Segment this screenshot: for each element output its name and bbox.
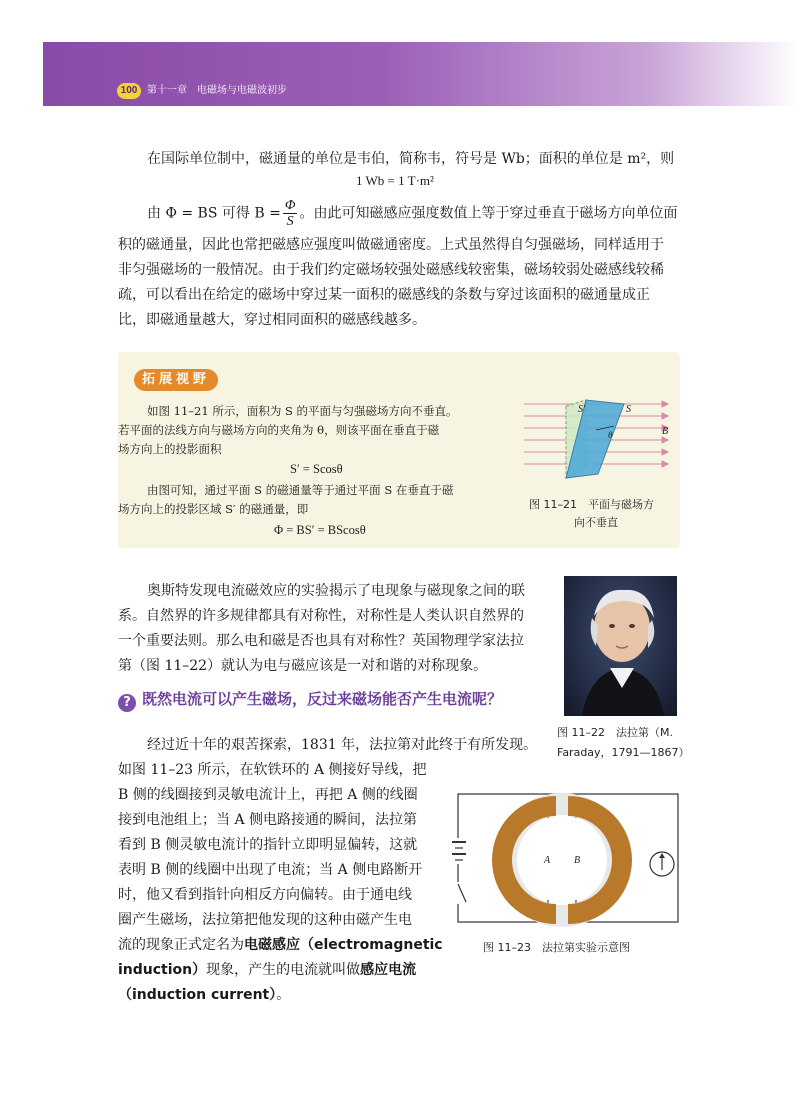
- extension-line: 场方向上的投影区域 S′ 的磁通量，即: [118, 502, 309, 516]
- term-induction-current: 感应电流: [360, 962, 417, 978]
- label-s: S: [626, 404, 631, 415]
- p2-suffix: 。由此可知磁感应强度数值上等于穿过垂直于磁场方向单位面: [299, 205, 678, 222]
- text-run: 现象，产生的电流就叫做: [206, 962, 361, 978]
- paragraph-line: 比，即磁通量越大，穿过相同面积的磁感线越多。: [118, 312, 426, 328]
- question-icon: ?: [118, 694, 136, 712]
- paragraph-line: B 侧的线圈接到灵敏电流计上，再把 A 侧的线圈: [118, 787, 418, 803]
- formula-projection: S′ = Scosθ: [290, 462, 343, 476]
- fraction-denominator: S: [286, 214, 294, 229]
- label-coil-b: B: [574, 855, 581, 866]
- question-heading: [118, 688, 502, 712]
- paragraph-line: 非匀强磁场的一般情况。由于我们约定磁场较强处磁感线较密集，磁场较弱处磁感线较稀: [118, 262, 664, 278]
- formula-weber: 1 Wb = 1 T·m²: [356, 173, 434, 188]
- paragraph-line: 时，他又看到指针向相反方向偏转。由于通电线: [118, 887, 412, 903]
- figure-11-22-caption-line2: Faraday，1791—1867）: [557, 746, 690, 759]
- extension-line: 若平面的法线方向与磁场方向的夹角为 θ，则该平面在垂直于磁: [118, 423, 440, 437]
- fraction-numerator: Φ: [284, 198, 296, 213]
- term-induction-current-en: （induction current）: [118, 987, 277, 1003]
- label-b: B: [662, 426, 669, 437]
- paragraph-line: 第（图 11–22）就认为电与磁应该是一对和谐的对称现象。: [118, 658, 488, 674]
- faraday-ring-figure: [452, 790, 684, 930]
- text-run: 流的现象正式定名为: [118, 937, 244, 953]
- extension-line: 由图可知，通过平面 S 的磁通量等于通过平面 S 在垂直于磁: [147, 483, 454, 497]
- p2-prefix: 由 Φ = BS 可得 B =: [147, 205, 281, 222]
- paragraph-line: 如图 11–23 所示，在软铁环的 A 侧接好导线，把: [118, 762, 427, 778]
- paragraph-line: 一个重要法则。那么电和磁是否也具有对称性？英国物理学家法拉: [118, 633, 524, 649]
- paragraph-flux-density-first-line: [147, 198, 677, 229]
- formula-flux-tilted: Φ = BS′ = BScosθ: [274, 523, 366, 537]
- paragraph-line: 积的磁通量，因此也常把磁感应强度叫做磁通密度。上式虽然得自匀强磁场，同样适用于: [118, 237, 664, 253]
- faraday-portrait: [564, 576, 677, 716]
- paragraph-line: 经过近十年的艰苦探索，1831 年，法拉第对此终于有所发现。: [147, 737, 538, 753]
- paragraph-line: 圈产生磁场，法拉第把他发现的这种由磁产生电: [118, 912, 412, 928]
- tilted-plane-figure: [522, 390, 672, 488]
- paragraph-line: 接到电池组上；当 A 侧电路接通的瞬间，法拉第: [118, 812, 418, 828]
- paragraph-line: 疏，可以看出在给定的磁场中穿过某一面积的磁感线的条数与穿过该面积的磁通量成正: [118, 287, 650, 303]
- chapter-title: 第十一章 电磁场与电磁波初步: [147, 85, 287, 96]
- label-s-prime: S′: [578, 404, 586, 415]
- term-induction-en: induction）: [118, 962, 207, 978]
- fraction-phi-over-s: [283, 198, 298, 229]
- text-run: 。: [276, 987, 291, 1003]
- extension-title: 拓展视野: [134, 369, 218, 391]
- label-coil-a: A: [544, 855, 551, 866]
- paragraph-line: 看到 B 侧灵敏电流计的指针立即明显偏转，这就: [118, 837, 418, 853]
- paragraph-line-term: [118, 983, 290, 1008]
- paragraph-line: 奥斯特发现电流磁效应的实验揭示了电现象与磁现象之间的联: [147, 583, 525, 599]
- page-number: 100: [117, 83, 141, 99]
- paragraph-line-term: [118, 958, 416, 983]
- figure-11-23-caption: 图 11–23 法拉第实验示意图: [483, 941, 630, 954]
- figure-11-21-caption-line2: 向不垂直: [574, 516, 618, 529]
- paragraph-line-term: [118, 933, 443, 958]
- figure-11-21-caption: 图 11–21 平面与磁场方: [529, 498, 654, 511]
- question-text: 既然电流可以产生磁场，反过来磁场能否产生电流呢？: [142, 690, 503, 708]
- figure-11-22-caption: 图 11–22 法拉第（M.: [557, 726, 673, 739]
- label-theta: θ: [608, 430, 613, 440]
- paragraph-line: 系。自然界的许多规律都具有对称性，对称性是人类认识自然界的: [118, 608, 524, 624]
- extension-line: 场方向上的投影面积: [118, 442, 222, 456]
- paragraph-line: 表明 B 侧的线圈中出现了电流；当 A 侧电路断开: [118, 862, 423, 878]
- extension-line: 如图 11–21 所示，面积为 S 的平面与匀强磁场方向不垂直。: [147, 404, 458, 418]
- term-electromagnetic-induction: 电磁感应（electromagnetic: [244, 937, 443, 953]
- paragraph-unit: 在国际单位制中，磁通量的单位是韦伯，简称韦，符号是 Wb；面积的单位是 m²，则: [147, 151, 675, 167]
